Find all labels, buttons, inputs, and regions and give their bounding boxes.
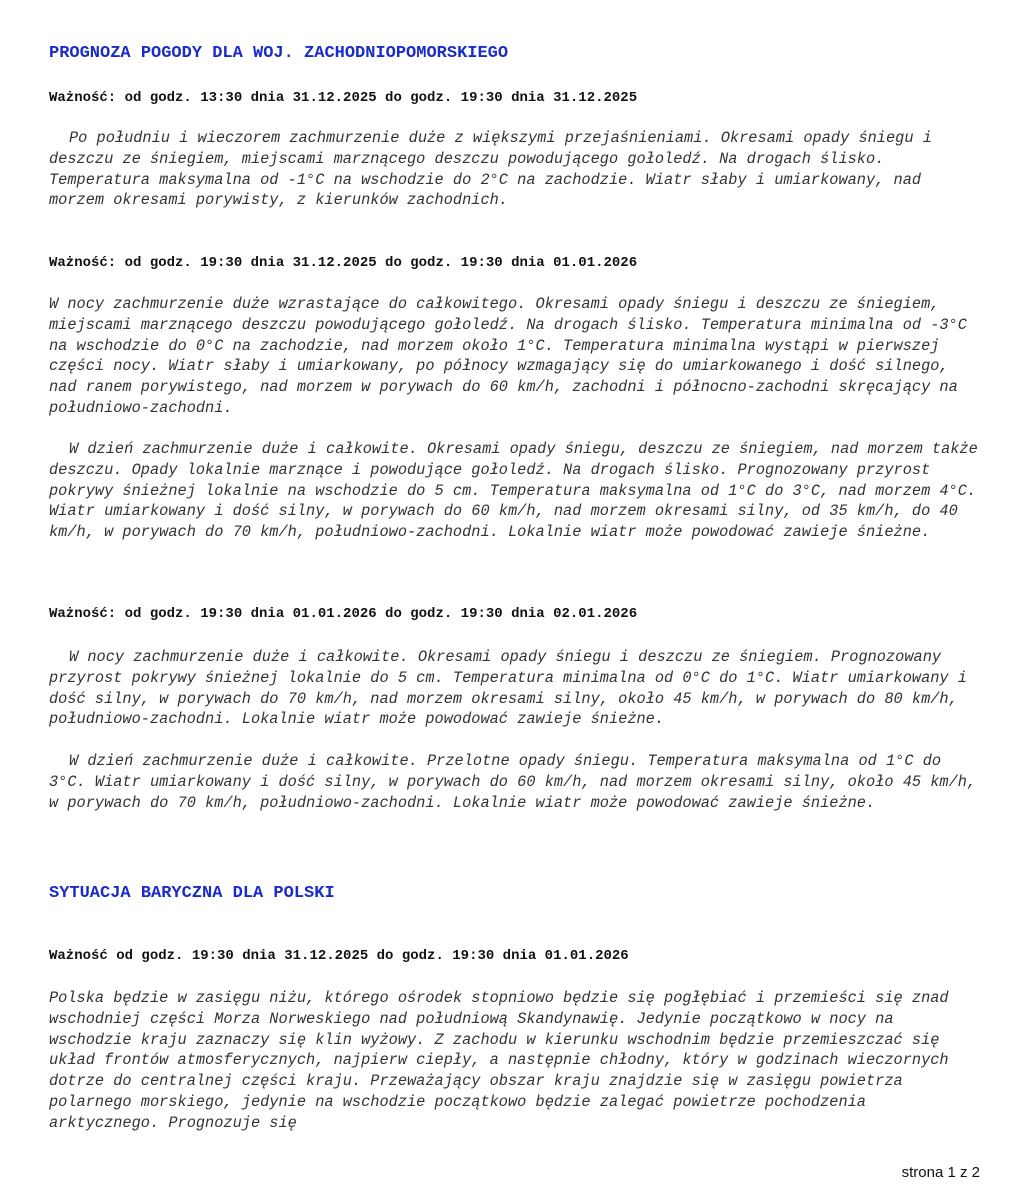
forecast-period-3-day-text: W dzień zachmurzenie duże i całkowite. Przelotne opady śniegu. Temperatura maksymalna od 1°C do 3°C. Wiatr umiarkowany i dość silny, w porywach do 60 km/h, nad morzem okresami silny, około 45 km/h, w porywach do 70 km/h, południowo-zachodni. Lokalnie wiatr może powodować zawieje śnieżne.	[49, 752, 977, 812]
forecast-period-2-day-text: W dzień zachmurzenie duże i całkowite. Okresami opady śniegu, deszczu ze śniegiem, nad morzem także deszczu. Opady lokalnie marznące i powodujące gołoledź. Na drogach ślisko. Prognozowany przyrost pokrywy śnieżnej lokalnie na wschodzie do 5 cm. Temperatura maksymalna od 1°C do 3°C, nad morzem 4°C. Wiatr umiarkowany i dość silny, w porywach do 60 km/h, nad morzem okresami silny, od 35 km/h, do 40 km/h, w porywach do 70 km/h, południowo-zachodni. Lokalnie wiatr może powodować zawieje śnieżne.	[49, 440, 978, 542]
synoptic-validity: Ważność od godz. 19:30 dnia 31.12.2025 do godz. 19:30 dnia 01.01.2026	[49, 948, 629, 964]
forecast-period-3-night-text: W nocy zachmurzenie duże i całkowite. Okresami opady śniegu i deszczu ze śniegiem. Prognozowany przyrost pokrywy śnieżnej lokalnie do 5 cm. Temperatura minimalna od 0°C do 1°C. Wiatr umiarkowany i dość silny, w porywach do 70 km/h, nad morzem okresami silny, około 45 km/h, w porywach do 80 km/h, południowo-zachodni. Lokalnie wiatr może powodować zawieje śnieżne.	[49, 648, 967, 729]
synoptic-title: SYTUACJA BARYCZNA DLA POLSKI	[49, 884, 335, 903]
validity-period-2: Ważność: od godz. 19:30 dnia 31.12.2025 do godz. 19:30 dnia 01.01.2026	[49, 255, 638, 271]
page-number: strona 1 z 2	[901, 1164, 980, 1181]
validity-period-3: Ważność: od godz. 19:30 dnia 01.01.2026 do godz. 19:30 dnia 02.01.2026	[49, 606, 638, 622]
validity-period-1: Ważność: od godz. 13:30 dnia 31.12.2025 do godz. 19:30 dnia 31.12.2025	[49, 90, 638, 106]
forecast-title: PROGNOZA POGODY DLA WOJ. ZACHODNIOPOMORSKIEGO	[49, 44, 509, 63]
forecast-period-2-night-text: W nocy zachmurzenie duże wzrastające do całkowitego. Okresami opady śniegu i deszczu ze śniegiem, miejscami marznącego deszczu powodującego gołoledź. Na drogach ślisko. Temperatura minimalna od -3°C na wschodzie do 0°C na zachodzie, nad morzem około 1°C. Temperatura minimalna wystąpi w pierwszej części nocy. Wiatr słaby i umiarkowany, po północy wzmagający się do umiarkowanego i dość silnego, nad ranem porywistego, nad morzem w porywach do 60 km/h, zachodni i północno-zachodni skręcający na południowo-zachodni.	[49, 295, 967, 417]
synoptic-text: Polska będzie w zasięgu niżu, którego ośrodek stopniowo będzie się pogłębiać i przemieści się znad wschodniej części Morza Norweskiego nad południową Skandynawię. Jedynie początkowo w nocy na wschodzie kraju zaznaczy się klin wyżowy. Z zachodu w kierunku wschodnim będzie przemieszczać się układ frontów atmosferycznych, najpierw ciepły, a następnie chłodny, który w godzinach wieczornych dotrze do centralnej części kraju. Przeważający obszar kraju znajdzie się w zasięgu powietrza polarnego morskiego, jedynie na wschodzie początkowo będzie zalegać powietrze pochodzenia arktycznego. Prognozuje się	[49, 989, 949, 1132]
forecast-period-1-text: Po południu i wieczorem zachmurzenie duże z większymi przejaśnieniami. Okresami opady śniegu i deszczu ze śniegiem, miejscami marznącego deszczu powodującego gołoledź. Na drogach ślisko. Temperatura maksymalna od -1°C na wschodzie do 2°C na zachodzie. Wiatr słaby i umiarkowany, nad morzem okresami porywisty, z kierunków zachodnich.	[49, 129, 932, 210]
